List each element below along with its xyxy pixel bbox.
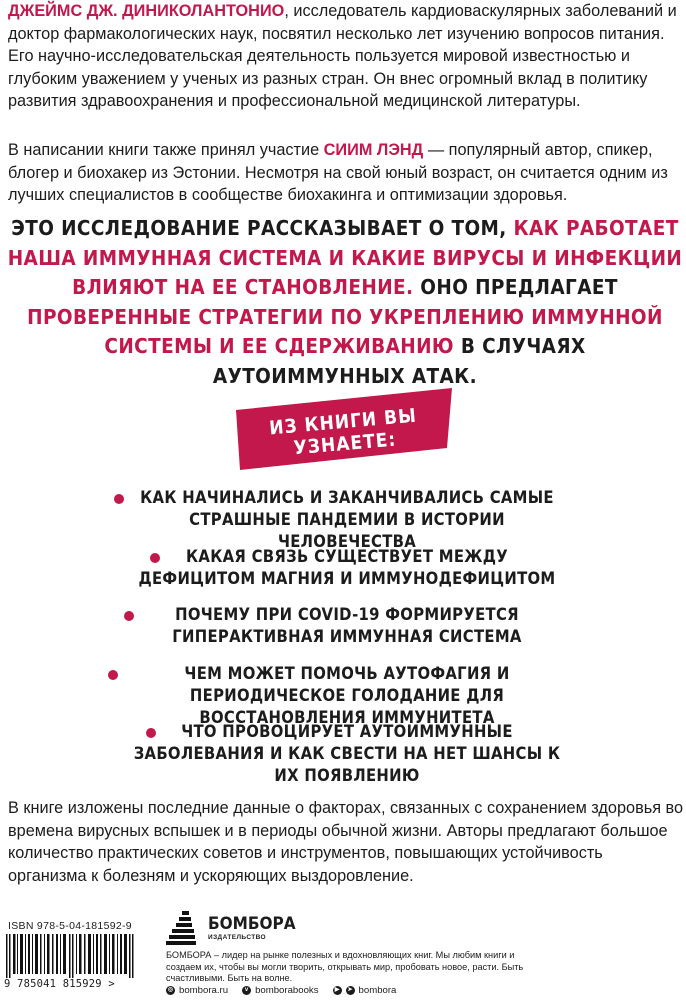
youtube-icon: ▶: [333, 986, 342, 995]
author-description: , исследователь кардиоваскулярных заболеваний и доктор фармакологических наук, посвятил несколько лет изучению вопросов питания. Его научно-исследовательская деятельность пользуется мировой известностью и глубоким уважением у ученых из разных стран. Он внес огромный вклад в политику развития здравоохранения и профессиональной медицинской литературы.: [8, 2, 677, 110]
bullet-dot-icon: [108, 670, 118, 680]
summary-paragraph: В книге изложены последние данные о факторах, связанных с сохранением здоровья во времена вирусных вспышек и в периоды обычной жизни. Авторы предлагают большое количество практических советов и инструментов, повышающих устойчивость организма к болезням и ускоряющих выздоровление.: [8, 799, 684, 885]
publisher-name: БОМБОРА: [208, 914, 296, 934]
publisher-subtitle: ИЗДАТЕЛЬСТВО: [208, 934, 267, 941]
social-vk[interactable]: v bomborabooks: [242, 985, 318, 996]
headline-part-2: ОНО ПРЕДЛАГАЕТ: [413, 275, 618, 299]
list-item: ЧЕМ МОЖЕТ ПОМОЧЬ АУТОФАГИЯ И ПЕРИОДИЧЕСКОЕ ГОЛОДАНИЕ ДЛЯ ВОССТАНОВЛЕНИЯ ИММУНИТЕТА: [110, 663, 670, 722]
headline-part-3: В СЛУЧАЯХ АУТОИММУННЫХ АТАК.: [212, 334, 586, 388]
learn-list: [110, 487, 670, 785]
publisher-logo-icon: [166, 911, 204, 947]
barcode: [4, 934, 144, 978]
vk-icon: v: [242, 986, 251, 995]
coauthor-description: — популярный автор, спикер, блогер и биохакер из Эстонии. Несмотря на свой юный возраст, он считается одним из лучших специалистов в сообществе биохакинга и оптимизации здоровья.: [8, 141, 668, 204]
bullet-dot-icon: [114, 494, 124, 504]
bullet-dot-icon: [124, 611, 134, 621]
list-item: КАК НАЧИНАЛИСЬ И ЗАКАНЧИВАЛИСЬ САМЫЕ СТРАШНЫЕ ПАНДЕМИИ В ИСТОРИИ ЧЕЛОВЕЧЕСТВА: [110, 487, 670, 546]
bullet-dot-icon: [150, 553, 160, 563]
instagram-icon: ◎: [167, 987, 174, 993]
social-links: [166, 985, 396, 996]
social-telegram[interactable]: ▶ ➤ bombora: [333, 985, 397, 996]
author-paragraph: [8, 0, 684, 113]
headline-accent-2: ПРОВЕРЕННЫЕ СТРАТЕГИИ ПО УКРЕПЛЕНИЮ ИММУННОЙ СИСТЕМЫ И ЕЕ СДЕРЖИВАНИЮ: [27, 304, 663, 358]
headline: [6, 214, 684, 391]
headline-accent-1: КАК РАБОТАЕТ НАША ИММУННАЯ СИСТЕМА И КАКИЕ ВИРУСЫ И ИНФЕКЦИИ ВЛИЯЮТ НА ЕЕ СТАНОВЛЕНИЕ.: [7, 216, 683, 299]
author-name: ДЖЕЙМС ДЖ. ДИНИКОЛАНТОНИО: [8, 2, 285, 20]
publisher-tagline: БОМБОРА – лидер на рынке полезных и вдохновляющих книг. Мы любим книги и создаем их, чтобы вы могли творить, открывать мир, пробовать новое, расти. Быть счастливыми. Быть на волне.: [166, 950, 524, 984]
coauthor-name: СИИМ ЛЭНД: [323, 141, 424, 159]
social-website[interactable]: ◎ bombora.ru: [167, 985, 229, 996]
coauthor-intro: В написании книги также принял участие: [8, 141, 324, 159]
headline-part-1: ЭТО ИССЛЕДОВАНИЕ РАССКАЗЫВАЕТ О ТОМ,: [11, 216, 514, 240]
isbn-label: ISBN 978-5-04-181592-9: [8, 920, 132, 932]
barcode-digits: 9 785041 815929 >: [4, 978, 115, 990]
list-item: КАКАЯ СВЯЗЬ СУЩЕСТВУЕТ МЕЖДУ ДЕФИЦИТОМ МАГНИЯ И ИММУНОДЕФИЦИТОМ: [138, 546, 556, 588]
list-item: ЧТО ПРОВОЦИРУЕТ АУТОИММУННЫЕ ЗАБОЛЕВАНИЯ И КАК СВЕСТИ НА НЕТ ШАНСЫ К ИХ ПОЯВЛЕНИЮ: [133, 722, 561, 785]
telegram-icon: ➤: [347, 987, 353, 993]
coauthor-paragraph: [8, 139, 684, 207]
list-item: ПОЧЕМУ ПРИ COVID-19 ФОРМИРУЕТСЯ ГИПЕРАКТИВНАЯ ИММУННАЯ СИСТЕМА: [110, 604, 670, 663]
banner-label: ИЗ КНИГИ ВЫ УЗНАЕТЕ:: [268, 404, 418, 460]
bullet-dot-icon: [146, 728, 156, 738]
